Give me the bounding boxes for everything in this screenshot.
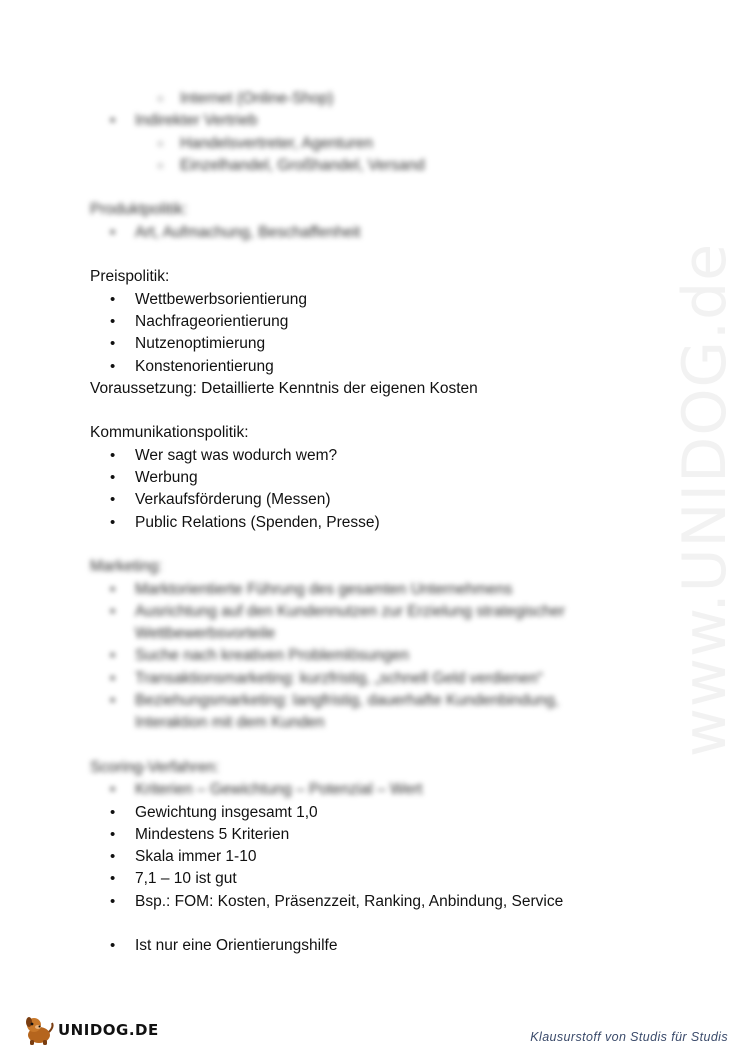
bullet-item: • Public Relations (Spenden, Presse) bbox=[90, 512, 650, 534]
bullet-item: • Gewichtung insgesamt 1,0 bbox=[90, 802, 650, 824]
spacer bbox=[90, 244, 650, 266]
bullet-item: • Mindestens 5 Kriterien bbox=[90, 824, 650, 846]
text-line: Voraussetzung: Detaillierte Kenntnis der eigenen Kosten bbox=[90, 379, 478, 397]
bullet-item: • Indirekter Vertrieb bbox=[90, 110, 650, 132]
bullet-item: • Wettbewerbsorientierung bbox=[90, 289, 650, 311]
watermark bbox=[660, 242, 750, 758]
bullet-item: • Beziehungsmarketing: langfristig, dauerhafte Kundenbindung, bbox=[90, 690, 650, 712]
text-line: Produktpolitik: bbox=[90, 201, 188, 219]
bullet-item: Wettbewerbsvorteile bbox=[135, 625, 276, 643]
footer-logo bbox=[22, 1013, 159, 1047]
logo-text: UNIDOG.DE bbox=[58, 1021, 159, 1039]
bullet-item: • Skala immer 1-10 bbox=[90, 846, 650, 868]
bullet-item: • Nutzenoptimierung bbox=[90, 333, 650, 355]
bullet-item: • Kriterien – Gewichtung – Potenzial – Wert bbox=[90, 779, 650, 801]
watermark-text: www.UNIDOG.de bbox=[670, 242, 740, 758]
dog-icon bbox=[22, 1013, 56, 1047]
bullet-item: • Ausrichtung auf den Kundennutzen zur Erzielung strategischer bbox=[90, 601, 650, 623]
sub-bullet-item: ○ Internet (Online-Shop) bbox=[90, 88, 650, 110]
spacer bbox=[90, 913, 650, 935]
document-body bbox=[90, 88, 650, 958]
text-line: Kommunikationspolitik: bbox=[90, 424, 249, 442]
footer-tagline: Klausurstoff von Studis für Studis bbox=[530, 1030, 728, 1044]
bullet-item: • Transaktionsmarketing: kurzfristig, „schnell Geld verdienen“ bbox=[90, 668, 650, 690]
spacer bbox=[90, 177, 650, 199]
bullet-item: • 7,1 – 10 ist gut bbox=[90, 868, 650, 890]
bullet-item: • Bsp.: FOM: Kosten, Präsenzzeit, Ranking, Anbindung, Service bbox=[90, 891, 650, 913]
sub-bullet-item: ○ Handelsvertreter, Agenturen bbox=[90, 133, 650, 155]
bullet-item: • Verkaufsförderung (Messen) bbox=[90, 489, 650, 511]
bullet-item: • Nachfrageorientierung bbox=[90, 311, 650, 333]
bullet-item: • Marktorientierte Führung des gesamten Unternehmens bbox=[90, 579, 650, 601]
text-line: Preispolitik: bbox=[90, 268, 170, 286]
bullet-item: • Ist nur eine Orientierungshilfe bbox=[90, 935, 650, 957]
spacer bbox=[90, 400, 650, 422]
bullet-item: • Werbung bbox=[90, 467, 650, 489]
spacer bbox=[90, 735, 650, 757]
bullet-item: Interaktion mit dem Kunden bbox=[135, 714, 325, 732]
bullet-item: • Suche nach kreativen Problemlösungen bbox=[90, 645, 650, 667]
bullet-item: • Wer sagt was wodurch wem? bbox=[90, 445, 650, 467]
text-line: Marketing: bbox=[90, 558, 163, 576]
bullet-item: • Art, Aufmachung, Beschaffenheit bbox=[90, 222, 650, 244]
bullet-item: • Konstenorientierung bbox=[90, 356, 650, 378]
sub-bullet-item: ○ Einzelhandel, Großhandel, Versand bbox=[90, 155, 650, 177]
text-line: Scoring-Verfahren: bbox=[90, 758, 220, 776]
spacer bbox=[90, 534, 650, 556]
